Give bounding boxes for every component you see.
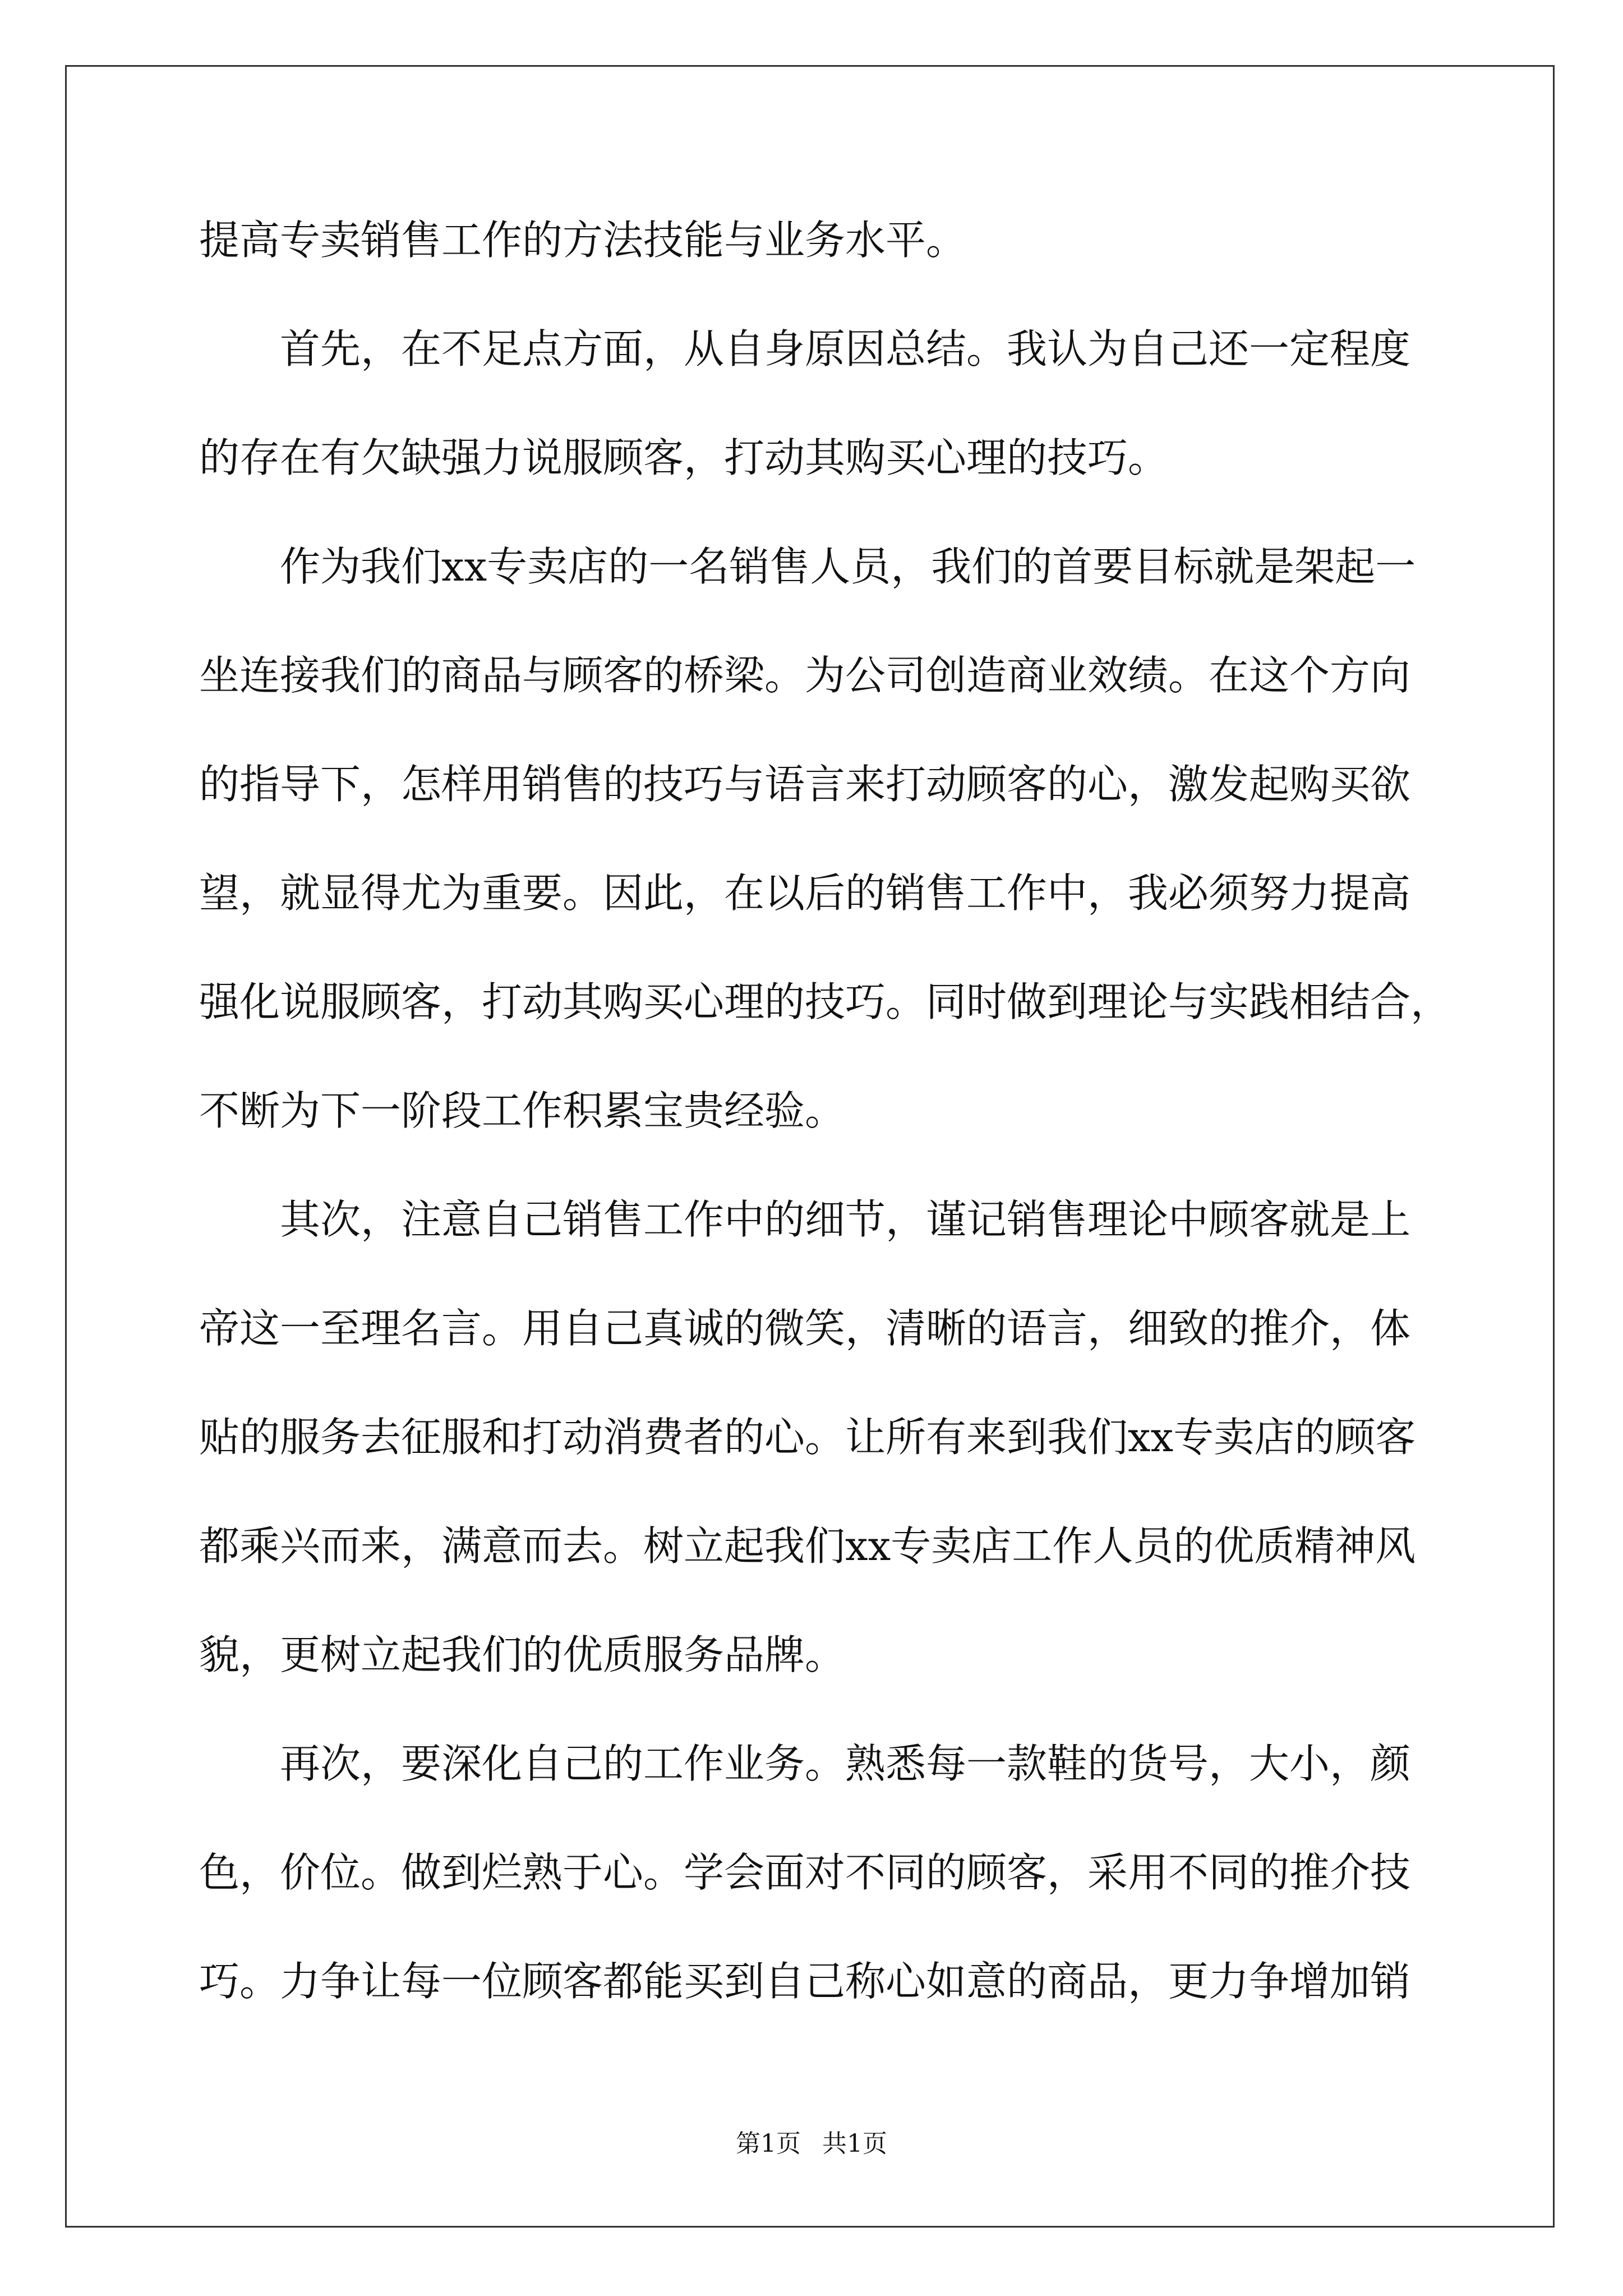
text-line: 的存在有欠缺强力说服顾客，打动其购买心理的技巧。	[199, 434, 1169, 481]
text-line: 貌，更树立起我们的优质服务品牌。	[199, 1631, 846, 1678]
line-gap	[199, 1900, 1422, 1954]
text-line: 的指导下，怎样用销售的技巧与语言来打动顾客的心，激发起购买欲	[199, 761, 1411, 808]
text-line: 望，就显得尤为重要。因此，在以后的销售工作中，我必须努力提高	[199, 869, 1411, 917]
text-line: 提高专卖销售工作的方法技能与业务水平。	[199, 217, 967, 264]
line-gap	[199, 703, 1422, 757]
line-gap	[199, 485, 1422, 540]
text-line: 帝这一至理名言。用自己真诚的微笑，清晰的语言，细致的推介，体	[199, 1305, 1411, 1352]
line-gap	[199, 268, 1422, 322]
text-line: 巧。力争让每一位顾客都能买到自己称心如意的商品，更力争增加销	[199, 1958, 1411, 2005]
line-gap	[199, 1791, 1422, 1846]
text-line: 作为我们xx专卖店的一名销售人员，我们的首要目标就是架起一	[199, 543, 1416, 590]
line-gap	[199, 921, 1422, 975]
text-line: 贴的服务去征服和打动消费者的心。让所有来到我们xx专卖店的顾客	[199, 1414, 1416, 1461]
page-footer	[0, 2127, 1623, 2161]
line-gap	[199, 1247, 1422, 1301]
line-gap	[199, 594, 1422, 648]
document-body	[199, 213, 1451, 2009]
text-line: 都乘兴而来，满意而去。树立起我们xx专卖店工作人员的优质精神风	[199, 1522, 1416, 1570]
line-gap	[199, 1465, 1422, 1519]
line-gap	[199, 1682, 1422, 1737]
line-gap	[199, 1138, 1422, 1193]
text-line: 不断为下一阶段工作积累宝贵经验。	[199, 1087, 846, 1134]
text-line: 色，价位。做到烂熟于心。学会面对不同的顾客，采用不同的推介技	[199, 1849, 1411, 1896]
text-line: 首先，在不足点方面，从自身原因总结。我认为自己还一定程度	[199, 325, 1411, 372]
text-line: 强化说服顾客，打动其购买心理的技巧。同时做到理论与实践相结合，	[199, 978, 1451, 1025]
line-gap	[199, 1356, 1422, 1410]
text-line: 其次，注意自己销售工作中的细节，谨记销售理论中顾客就是上	[199, 1196, 1411, 1243]
line-gap	[199, 376, 1422, 431]
text-line: 再次，要深化自己的工作业务。熟悉每一款鞋的货号，大小，颜	[199, 1740, 1411, 1787]
text-line: 坐连接我们的商品与顾客的桥梁。为公司创造商业效绩。在这个方向	[199, 652, 1411, 699]
line-gap	[199, 812, 1422, 866]
line-gap	[199, 1573, 1422, 1628]
page-number: 第1页	[736, 2129, 801, 2158]
line-gap	[199, 1029, 1422, 1084]
page-total: 共1页	[822, 2129, 887, 2158]
